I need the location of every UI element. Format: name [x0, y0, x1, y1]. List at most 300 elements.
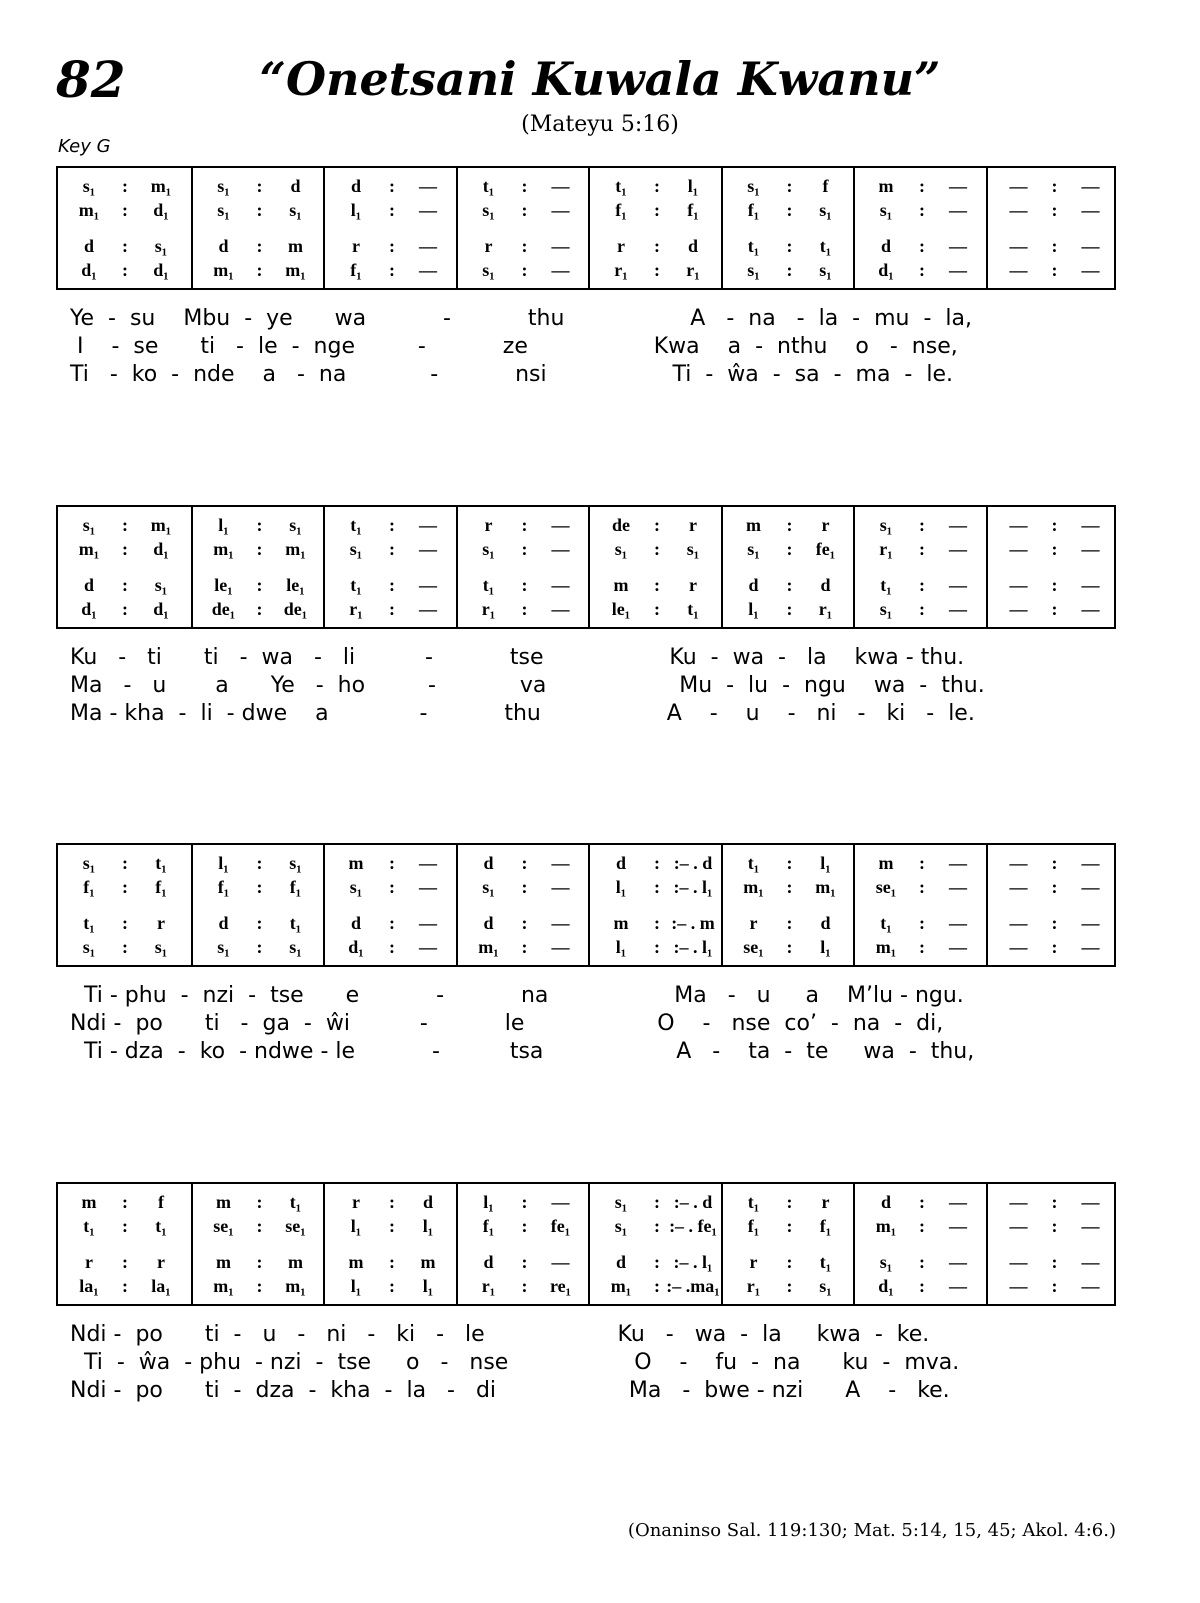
- note: se₁: [285, 1216, 306, 1236]
- voice-row: [723, 877, 854, 899]
- voice-row: [193, 1276, 324, 1298]
- note: d: [218, 236, 229, 256]
- beat-separator: :: [122, 176, 128, 196]
- voice-row: [855, 877, 986, 899]
- beat-separator: :: [122, 260, 128, 280]
- note: f₁: [819, 1216, 832, 1236]
- note: r: [85, 1252, 93, 1272]
- beat-separator: :: [919, 913, 925, 933]
- note: s₁: [82, 515, 96, 535]
- note: r: [352, 1192, 360, 1212]
- note: —: [551, 539, 570, 559]
- beat-separator: :: [256, 853, 263, 873]
- note: m₁: [213, 260, 234, 280]
- beat-separator: :: [654, 937, 660, 957]
- note: —: [551, 236, 570, 256]
- note: se₁: [875, 877, 897, 897]
- lyric-line: Ti - phu - nzi - tse e - na Ma - u a M’lu - ngu.: [70, 983, 964, 1008]
- note: —: [551, 1252, 570, 1272]
- note: r: [749, 913, 758, 933]
- voice-row: [855, 853, 986, 875]
- note: t₁: [482, 575, 495, 595]
- note: fe₁: [815, 539, 836, 559]
- beat-separator: :: [389, 1216, 395, 1236]
- voice-row: [988, 877, 1119, 899]
- note: f₁: [289, 877, 302, 897]
- solfa-staff: [56, 1182, 1116, 1306]
- voice-row: [458, 853, 589, 875]
- note: t₁: [880, 913, 892, 933]
- voice-row: [458, 176, 589, 198]
- note: f₁: [687, 200, 699, 220]
- beat-separator: :: [1051, 236, 1058, 256]
- note: —: [949, 877, 967, 897]
- beat-separator: :: [1051, 1192, 1058, 1212]
- solfa-staff: [56, 505, 1116, 629]
- note: —: [419, 853, 437, 873]
- note: —: [949, 599, 967, 619]
- voice-row: [458, 913, 589, 935]
- measure: [588, 845, 721, 965]
- measure: [323, 845, 456, 965]
- measure: [58, 168, 191, 288]
- beat-separator: :: [919, 877, 925, 897]
- beat-separator: :: [919, 937, 925, 957]
- note: —: [1009, 853, 1028, 873]
- note: t₁: [687, 599, 699, 619]
- voice-row: [325, 236, 456, 258]
- note: —: [419, 599, 437, 619]
- note: m₁: [78, 200, 100, 220]
- note: s₁: [154, 236, 168, 256]
- lyric-line: Ti - ŵa - phu - nzi - tse o - nse O - fu - na ku - mva.: [70, 1350, 960, 1375]
- measure: [588, 168, 721, 288]
- note: s₁: [82, 937, 96, 957]
- measure: [58, 845, 191, 965]
- note: d: [483, 913, 494, 933]
- voice-row: [58, 260, 189, 282]
- voice-row: [590, 575, 721, 597]
- note: d: [83, 236, 94, 256]
- note: s₁: [686, 539, 700, 559]
- voice-row: [458, 539, 589, 561]
- note: t₁: [819, 236, 832, 256]
- note: —: [551, 853, 570, 873]
- note: s₁: [289, 937, 302, 957]
- beat-separator: :: [919, 575, 925, 595]
- voice-row: [325, 599, 456, 621]
- voice-row: [590, 539, 721, 561]
- voice-row: [855, 1216, 986, 1238]
- note: r: [157, 1252, 165, 1272]
- voice-row: [458, 877, 589, 899]
- voice-row: [590, 176, 721, 198]
- note: r₁: [746, 1276, 761, 1296]
- voice-row: [855, 200, 986, 222]
- beat-separator: :: [1051, 515, 1058, 535]
- note: s₁: [289, 853, 302, 873]
- beat-separator: :: [256, 913, 263, 933]
- note: —: [1009, 1252, 1028, 1272]
- voice-row: [855, 1276, 986, 1298]
- note: m₁: [285, 539, 306, 559]
- note: —: [1081, 200, 1100, 220]
- beat-separator: :: [521, 853, 528, 873]
- beat-separator: :: [919, 176, 925, 196]
- note: d: [820, 913, 831, 933]
- note: d: [483, 853, 494, 873]
- beat-separator: :: [122, 937, 128, 957]
- beat-separator: :: [256, 1216, 263, 1236]
- voice-row: [723, 176, 854, 198]
- note: la₁: [151, 1276, 171, 1296]
- note: —: [1009, 575, 1028, 595]
- beat-separator: :: [122, 515, 128, 535]
- note: —: [1009, 877, 1028, 897]
- voice-row: [193, 575, 324, 597]
- beat-separator: :: [521, 539, 528, 559]
- note: —: [1009, 599, 1028, 619]
- beat-separator: :: [389, 176, 395, 196]
- beat-separator: :: [1051, 937, 1058, 957]
- note: :– . fe₁: [669, 1216, 717, 1236]
- voice-row: [458, 1216, 589, 1238]
- beat-separator: :: [521, 1252, 528, 1272]
- voice-row: [590, 937, 721, 959]
- beat-separator: :: [654, 575, 660, 595]
- note: d: [422, 1192, 433, 1212]
- beat-separator: :: [786, 1192, 793, 1212]
- voice-row: [723, 913, 854, 935]
- beat-separator: :: [521, 176, 528, 196]
- note: la₁: [79, 1276, 99, 1296]
- note: d₁: [153, 539, 169, 559]
- beat-separator: :: [654, 1192, 660, 1212]
- voice-row: [58, 539, 189, 561]
- voice-row: [58, 176, 189, 198]
- note: t₁: [747, 236, 760, 256]
- voice-row: [590, 913, 721, 935]
- note: m: [348, 1252, 364, 1272]
- lyric-line: Ti - dza - ko - ndwe - le - tsa A - ta - te wa - thu,: [70, 1039, 975, 1064]
- beat-separator: :: [919, 200, 925, 220]
- note: —: [1081, 539, 1100, 559]
- note: —: [1081, 599, 1100, 619]
- beat-separator: :: [389, 1276, 395, 1296]
- note: l₁: [615, 877, 627, 897]
- note: s₁: [482, 877, 495, 897]
- voice-row: [723, 515, 854, 537]
- note: s₁: [819, 1276, 832, 1296]
- note: le₁: [214, 575, 233, 595]
- beat-separator: :: [1051, 1276, 1058, 1296]
- voice-row: [590, 1276, 721, 1298]
- beat-separator: :: [256, 515, 263, 535]
- note: m: [613, 913, 629, 933]
- note: d: [483, 1252, 494, 1272]
- note: t₁: [155, 1216, 167, 1236]
- voice-row: [325, 176, 456, 198]
- measure: [323, 168, 456, 288]
- note: r: [484, 236, 493, 256]
- note: d₁: [81, 260, 97, 280]
- voice-row: [723, 937, 854, 959]
- note: m: [348, 853, 364, 873]
- voice-row: [193, 1252, 324, 1274]
- note: —: [419, 575, 437, 595]
- note: t₁: [819, 1252, 832, 1272]
- note: r₁: [818, 599, 833, 619]
- note: d: [615, 1252, 626, 1272]
- voice-row: [855, 539, 986, 561]
- note: —: [1081, 1252, 1100, 1272]
- voice-row: [855, 515, 986, 537]
- beat-separator: :: [521, 1192, 528, 1212]
- beat-separator: :: [654, 1252, 660, 1272]
- measure: [721, 507, 854, 627]
- note: —: [1009, 176, 1028, 196]
- beat-separator: :: [1051, 260, 1058, 280]
- voice-row: [590, 236, 721, 258]
- note: m: [613, 575, 629, 595]
- note: f₁: [482, 1216, 495, 1236]
- beat-separator: :: [521, 1216, 528, 1236]
- note: —: [949, 1276, 967, 1296]
- voice-row: [855, 937, 986, 959]
- beat-separator: :: [786, 236, 793, 256]
- note: r: [821, 515, 830, 535]
- note: l₁: [218, 853, 229, 873]
- note: —: [1009, 260, 1028, 280]
- note: s₁: [289, 200, 302, 220]
- note: —: [419, 539, 437, 559]
- measure: [456, 168, 589, 288]
- beat-separator: :: [654, 176, 660, 196]
- note: l₁: [350, 1216, 362, 1236]
- note: —: [949, 913, 967, 933]
- note: —: [551, 937, 570, 957]
- note: m₁: [285, 260, 306, 280]
- measure: [58, 507, 191, 627]
- voice-row: [193, 877, 324, 899]
- lyric-line: Ndi - po ti - dza - kha - la - di Ma - bwe - nzi A - ke.: [70, 1378, 950, 1403]
- note: l₁: [483, 1192, 494, 1212]
- beat-separator: :: [1051, 575, 1058, 595]
- beat-separator: :: [786, 913, 793, 933]
- note: —: [419, 937, 437, 957]
- note: —: [1081, 1216, 1100, 1236]
- note: r₁: [349, 599, 363, 619]
- note: d: [290, 176, 301, 196]
- beat-separator: :: [389, 575, 395, 595]
- note: f₁: [83, 877, 95, 897]
- note: l₁: [820, 853, 831, 873]
- beat-separator: :: [521, 913, 528, 933]
- note: s₁: [482, 539, 495, 559]
- note: s₁: [879, 599, 893, 619]
- lyric-line: Ma - u a Ye - ho - va Mu - lu - ngu wa - thu.: [70, 673, 985, 698]
- beat-separator: :: [521, 236, 528, 256]
- note: fe₁: [550, 1216, 571, 1236]
- beat-separator: :: [521, 200, 528, 220]
- beat-separator: :: [389, 1252, 395, 1272]
- note: —: [1009, 913, 1028, 933]
- voice-row: [590, 1252, 721, 1274]
- note: l₁: [748, 599, 759, 619]
- note: r: [821, 1192, 830, 1212]
- note: d: [350, 913, 361, 933]
- note: t₁: [747, 1192, 760, 1212]
- beat-separator: :: [256, 1192, 263, 1212]
- measure: [853, 845, 986, 965]
- beat-separator: :: [389, 853, 395, 873]
- voice-row: [58, 1192, 189, 1214]
- measure: [721, 168, 854, 288]
- note: s₁: [879, 515, 893, 535]
- voice-row: [58, 1276, 189, 1298]
- beat-separator: :: [256, 575, 263, 595]
- beat-separator: :: [1051, 877, 1058, 897]
- voice-row: [988, 515, 1119, 537]
- beat-separator: :: [786, 599, 793, 619]
- note: m₁: [743, 877, 764, 897]
- note: —: [949, 539, 967, 559]
- beat-separator: :: [256, 539, 263, 559]
- note: d₁: [878, 1276, 894, 1296]
- note: l₁: [422, 1276, 434, 1296]
- note: m₁: [285, 1276, 306, 1296]
- beat-separator: :: [919, 1252, 925, 1272]
- note: —: [1009, 515, 1028, 535]
- note: —: [949, 937, 967, 957]
- measure: [986, 845, 1119, 965]
- beat-separator: :: [786, 853, 793, 873]
- note: —: [949, 1216, 967, 1236]
- voice-row: [193, 176, 324, 198]
- beat-separator: :: [122, 1216, 128, 1236]
- voice-row: [590, 1192, 721, 1214]
- voice-row: [458, 937, 589, 959]
- voice-row: [988, 575, 1119, 597]
- voice-row: [988, 539, 1119, 561]
- beat-separator: :: [786, 877, 793, 897]
- voice-row: [325, 1276, 456, 1298]
- voice-row: [193, 1192, 324, 1214]
- note: r: [749, 1252, 758, 1272]
- beat-separator: :: [256, 236, 263, 256]
- beat-separator: :: [654, 539, 660, 559]
- note: t₁: [880, 575, 892, 595]
- beat-separator: :: [521, 575, 528, 595]
- voice-row: [193, 260, 324, 282]
- note: m: [288, 1252, 303, 1272]
- beat-separator: :: [919, 1216, 925, 1236]
- footer-references: (Onaninso Sal. 119:130; Mat. 5:14, 15, 45; Akol. 4:6.): [627, 1520, 1116, 1541]
- note: d₁: [153, 260, 169, 280]
- beat-separator: :: [521, 599, 528, 619]
- note: s₁: [289, 515, 302, 535]
- beat-separator: :: [654, 236, 660, 256]
- solfa-staff: [56, 843, 1116, 967]
- voice-row: [458, 200, 589, 222]
- beat-separator: :: [919, 539, 925, 559]
- note: —: [1009, 937, 1028, 957]
- voice-row: [723, 1252, 854, 1274]
- note: —: [551, 877, 570, 897]
- voice-row: [855, 913, 986, 935]
- note: m: [216, 1192, 231, 1212]
- voice-row: [988, 937, 1119, 959]
- note: —: [1081, 575, 1100, 595]
- note: m₁: [875, 1216, 897, 1236]
- note: r: [484, 515, 493, 535]
- note: —: [949, 575, 967, 595]
- voice-row: [590, 853, 721, 875]
- voice-row: [325, 913, 456, 935]
- beat-separator: :: [122, 1276, 128, 1296]
- note: m₁: [150, 176, 172, 196]
- beat-separator: :: [389, 599, 395, 619]
- note: de₁: [211, 599, 236, 619]
- voice-row: [723, 599, 854, 621]
- note: d: [687, 236, 698, 256]
- lyric-line: Ma - kha - li - dwe a - thu A - u - ni - ki - le.: [70, 701, 975, 726]
- note: s₁: [217, 937, 230, 957]
- note: t₁: [482, 176, 495, 196]
- voice-row: [193, 539, 324, 561]
- voice-row: [988, 853, 1119, 875]
- note: s₁: [217, 176, 230, 196]
- note: le₁: [286, 575, 305, 595]
- beat-separator: :: [919, 236, 925, 256]
- voice-row: [458, 1276, 589, 1298]
- note: f₁: [747, 200, 760, 220]
- note: —: [949, 1192, 967, 1212]
- measure: [853, 1184, 986, 1304]
- note: r: [157, 913, 165, 933]
- note: —: [949, 853, 967, 873]
- measure: [721, 1184, 854, 1304]
- note: m: [288, 236, 303, 256]
- beat-separator: :: [654, 200, 660, 220]
- voice-row: [988, 200, 1119, 222]
- measure: [588, 507, 721, 627]
- note: m₁: [78, 539, 100, 559]
- note: f: [158, 1192, 164, 1212]
- beat-separator: :: [256, 1276, 263, 1296]
- note: d: [820, 575, 831, 595]
- voice-row: [458, 515, 589, 537]
- note: :– . d: [673, 1192, 713, 1212]
- voice-row: [988, 1276, 1119, 1298]
- voice-row: [988, 1252, 1119, 1274]
- beat-separator: :: [654, 1216, 660, 1236]
- voice-row: [325, 853, 456, 875]
- beat-separator: :: [786, 937, 793, 957]
- lyric-line: Ndi - po ti - ga - ŵi - le O - nse co’ - na - di,: [70, 1011, 944, 1036]
- note: s₁: [614, 1192, 628, 1212]
- voice-row: [325, 937, 456, 959]
- voice-row: [723, 1276, 854, 1298]
- measure: [588, 1184, 721, 1304]
- beat-separator: :: [786, 515, 793, 535]
- beat-separator: :: [919, 853, 925, 873]
- beat-separator: :: [389, 539, 395, 559]
- solfa-staff: [56, 166, 1116, 290]
- note: —: [551, 575, 570, 595]
- note: —: [949, 1252, 967, 1272]
- voice-row: [58, 913, 189, 935]
